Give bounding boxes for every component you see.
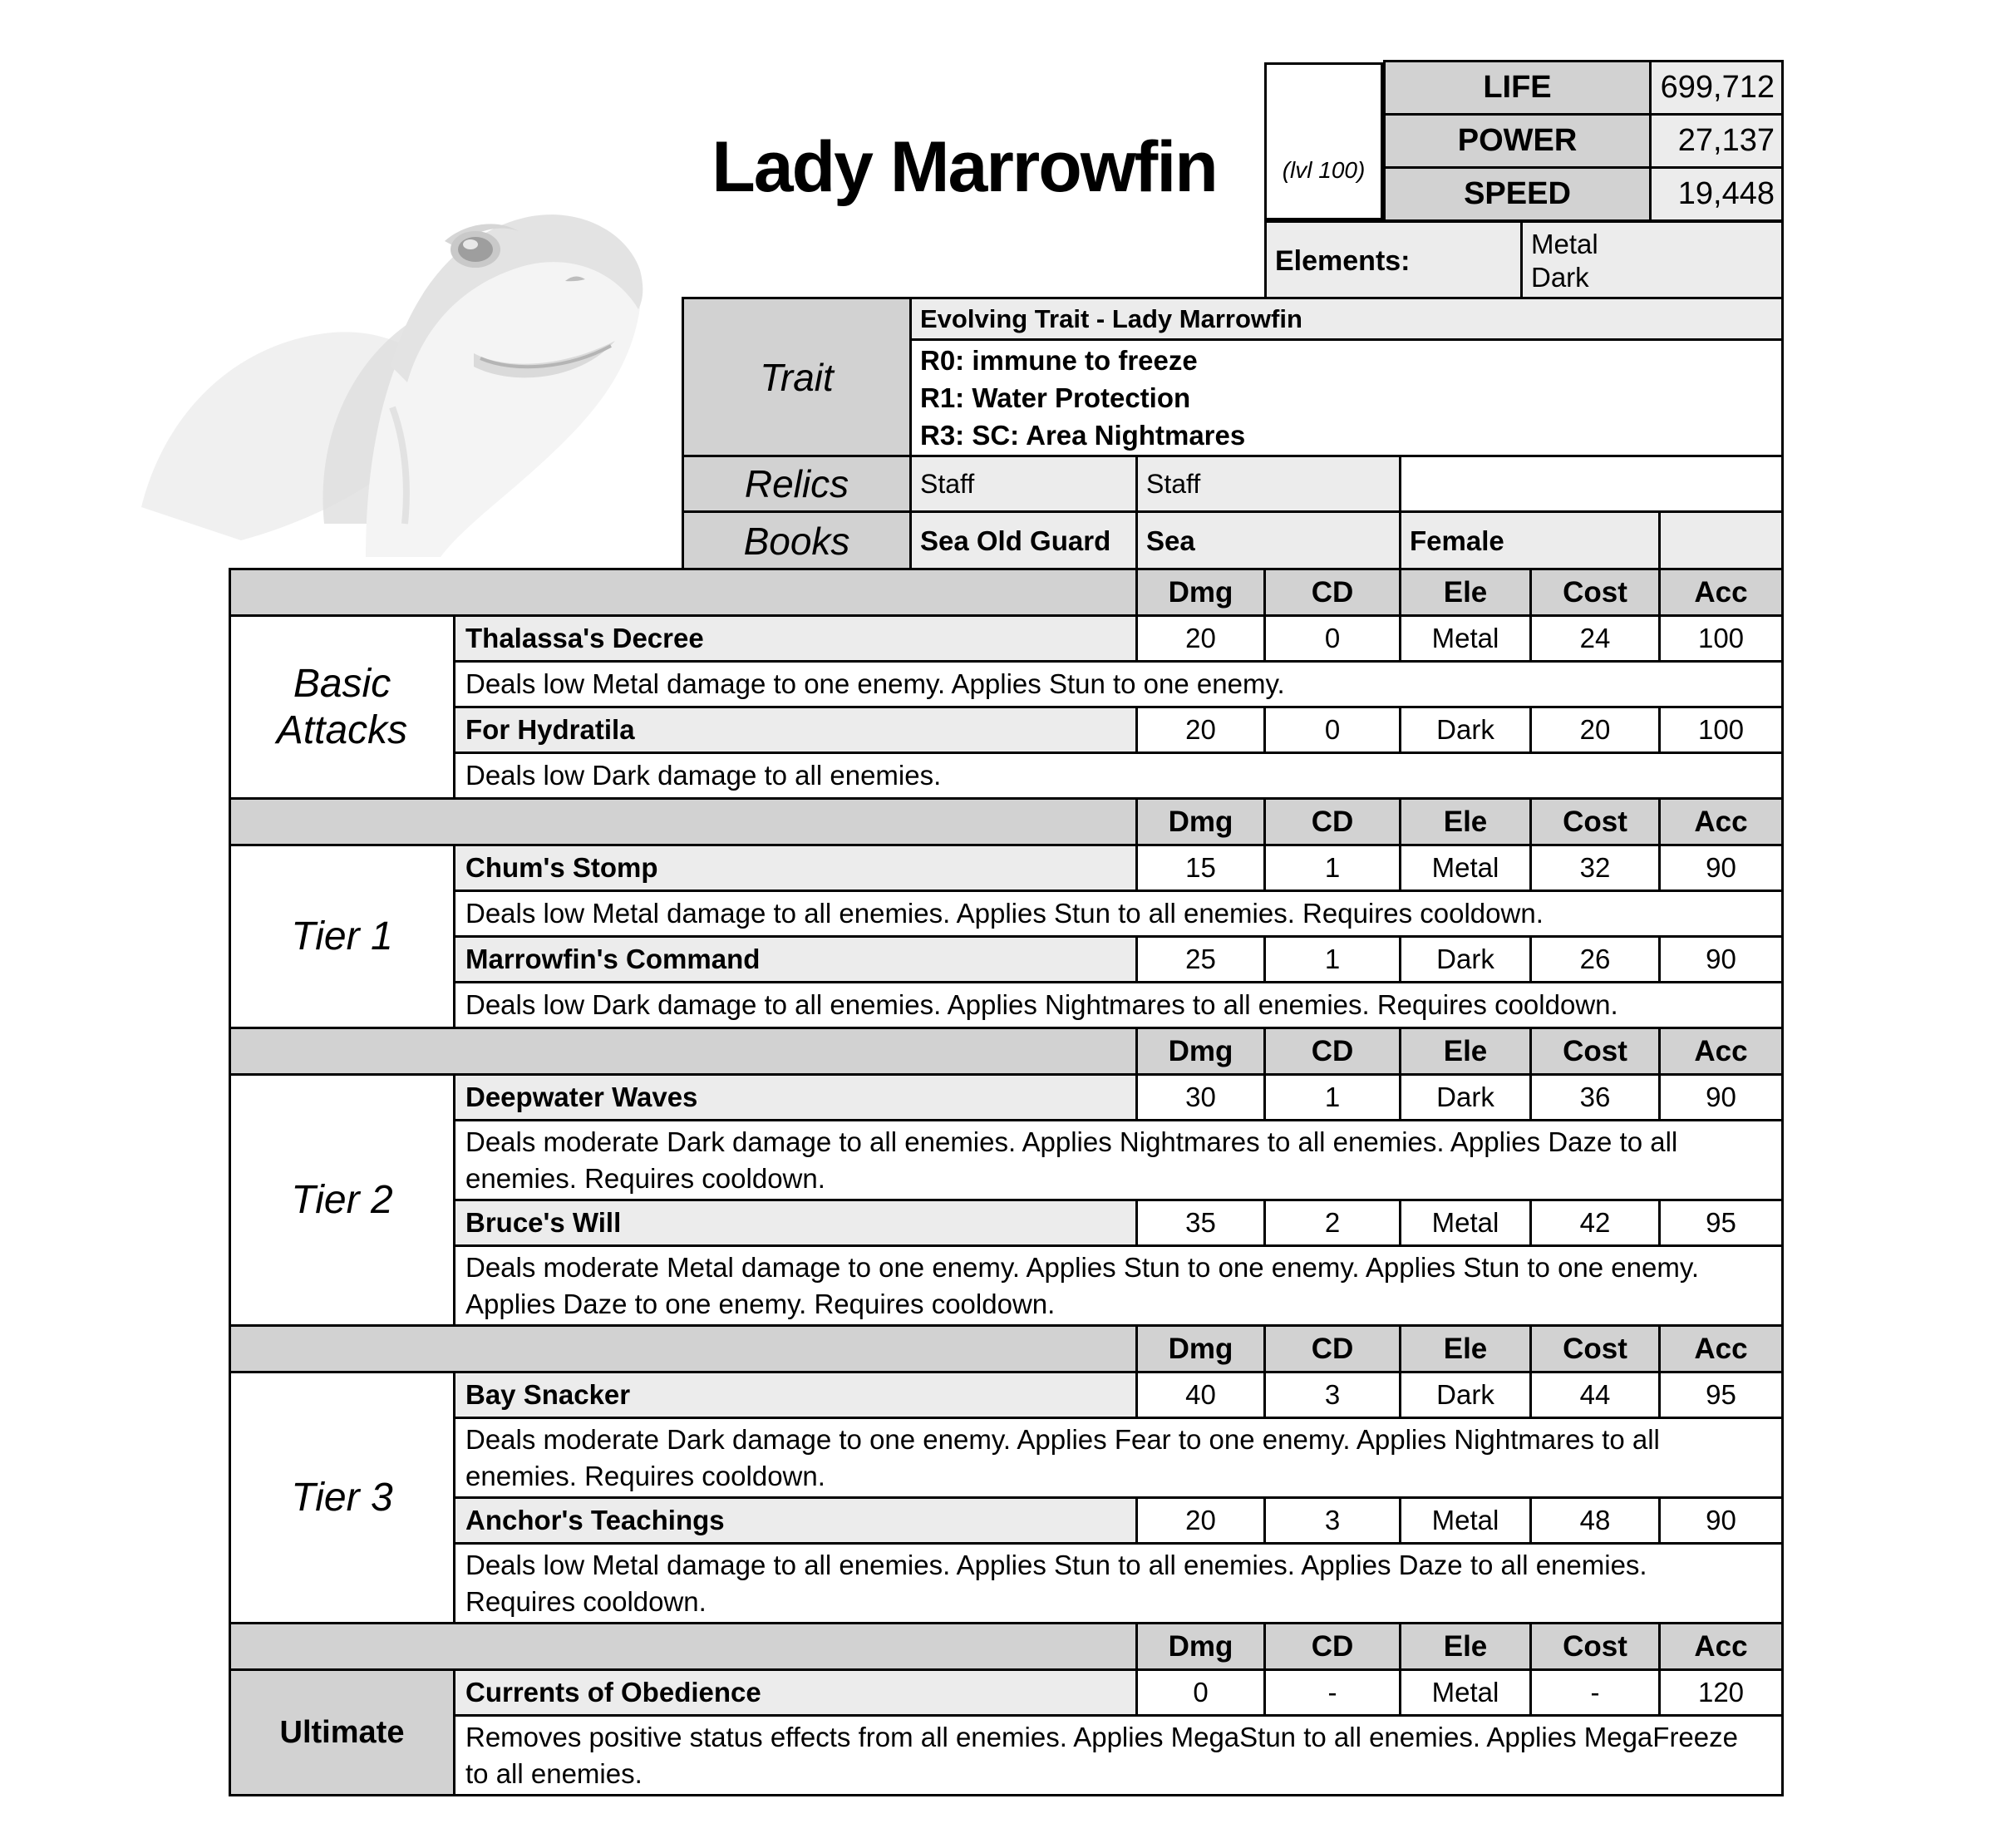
stats-table: [1383, 60, 1784, 222]
col-cost: Cost: [1531, 569, 1660, 616]
move-description-row: [230, 1418, 1783, 1498]
element-metal: Metal: [1531, 229, 1598, 259]
col-acc: Acc: [1660, 799, 1783, 845]
move-row: [230, 845, 1783, 891]
move-dmg: 30: [1137, 1075, 1265, 1121]
stat-value-speed: 19,448: [1651, 168, 1783, 221]
move-name: Chum's Stomp: [455, 845, 1137, 891]
move-cd: 1: [1265, 1075, 1401, 1121]
move-cd: 3: [1265, 1372, 1401, 1418]
move-name: Bay Snacker: [455, 1372, 1137, 1418]
col-cd: CD: [1265, 1326, 1401, 1372]
col-ele: Ele: [1401, 1624, 1531, 1670]
col-cost: Cost: [1531, 1624, 1660, 1670]
book-entry-2: Sea: [1137, 512, 1401, 570]
stat-label-power: POWER: [1385, 115, 1651, 168]
move-acc: 95: [1660, 1200, 1783, 1246]
move-row: [230, 937, 1783, 983]
col-ele: Ele: [1401, 1028, 1531, 1075]
trait-rank-0: R0: immune to freeze: [920, 345, 1198, 376]
attacks-table: [229, 568, 1784, 1796]
stat-row-power: [1385, 115, 1783, 168]
move-description: Deals low Metal damage to all enemies. Applies Stun to all enemies. Requires cooldown.: [455, 891, 1783, 937]
move-ele: Dark: [1401, 937, 1531, 983]
move-acc: 90: [1660, 1075, 1783, 1121]
book-entry-empty: [1660, 512, 1783, 570]
move-cd: -: [1265, 1670, 1401, 1716]
col-cd: CD: [1265, 799, 1401, 845]
move-description: Deals low Dark damage to all enemies.: [455, 753, 1783, 799]
stat-row-life: [1385, 62, 1783, 115]
section-label-tier2: Tier 2: [230, 1075, 455, 1326]
move-name: Thalassa's Decree: [455, 616, 1137, 662]
stat-value-life: 699,712: [1651, 62, 1783, 115]
header-spacer: [230, 1028, 1137, 1075]
move-dmg: 40: [1137, 1372, 1265, 1418]
elements-row: [1264, 220, 1784, 302]
move-description-row: [230, 1246, 1783, 1326]
move-cd: 2: [1265, 1200, 1401, 1246]
column-header-row: [230, 569, 1783, 616]
col-cost: Cost: [1531, 1028, 1660, 1075]
move-row: [230, 707, 1783, 753]
move-acc: 120: [1660, 1670, 1783, 1716]
move-acc: 100: [1660, 707, 1783, 753]
move-description: Deals moderate Dark damage to one enemy. Applies Fear to one enemy. Applies Nightmares to all enemies. Requires cooldown.: [455, 1418, 1783, 1498]
col-cd: CD: [1265, 569, 1401, 616]
column-header-row: [230, 1028, 1783, 1075]
move-description-row: [230, 1544, 1783, 1624]
books-row: [683, 512, 1783, 570]
move-cd: 0: [1265, 616, 1401, 662]
move-cd: 0: [1265, 707, 1401, 753]
move-cost: -: [1531, 1670, 1660, 1716]
relic-slot-2: Staff: [1137, 456, 1401, 512]
move-name: Marrowfin's Command: [455, 937, 1137, 983]
move-ele: Metal: [1401, 845, 1531, 891]
level-badge: [1264, 62, 1383, 220]
elements-label: Elements:: [1266, 222, 1522, 301]
move-description: Deals low Metal damage to one enemy. Applies Stun to one enemy.: [455, 662, 1783, 707]
move-name: Anchor's Teachings: [455, 1498, 1137, 1544]
move-dmg: 20: [1137, 707, 1265, 753]
move-description: Deals moderate Dark damage to all enemies. Applies Nightmares to all enemies. Applies Daze to all enemies. Requires cooldown.: [455, 1121, 1783, 1200]
move-cost: 24: [1531, 616, 1660, 662]
move-name: Deepwater Waves: [455, 1075, 1137, 1121]
header-spacer: [230, 1624, 1137, 1670]
col-ele: Ele: [1401, 1326, 1531, 1372]
move-description-row: [230, 1121, 1783, 1200]
move-row: [230, 1200, 1783, 1246]
move-description: Deals moderate Metal damage to one enemy. Applies Stun to one enemy. Applies Stun to one enemy. Applies Daze to one enemy. Requires cooldown.: [455, 1246, 1783, 1326]
move-description-row: [230, 891, 1783, 937]
books-row-label: Books: [683, 512, 911, 570]
move-description: Deals low Metal damage to all enemies. Applies Stun to all enemies. Applies Daze to all enemies. Requires cooldown.: [455, 1544, 1783, 1624]
move-name: For Hydratila: [455, 707, 1137, 753]
move-acc: 100: [1660, 616, 1783, 662]
trait-row-label: Trait: [683, 298, 911, 456]
col-cd: CD: [1265, 1624, 1401, 1670]
col-ele: Ele: [1401, 569, 1531, 616]
header-spacer: [230, 1326, 1137, 1372]
move-dmg: 25: [1137, 937, 1265, 983]
move-dmg: 20: [1137, 616, 1265, 662]
move-cost: 36: [1531, 1075, 1660, 1121]
move-name: Currents of Obedience: [455, 1670, 1137, 1716]
relic-slot-1: Staff: [911, 456, 1137, 512]
move-name: Bruce's Will: [455, 1200, 1137, 1246]
trait-rank-2: R3: SC: Area Nightmares: [920, 420, 1246, 451]
trait-table: [682, 297, 1784, 571]
move-cost: 26: [1531, 937, 1660, 983]
move-cd: 1: [1265, 845, 1401, 891]
move-ele: Metal: [1401, 1498, 1531, 1544]
move-ele: Dark: [1401, 1372, 1531, 1418]
column-header-row: [230, 1326, 1783, 1372]
move-ele: Dark: [1401, 1075, 1531, 1121]
move-ele: Metal: [1401, 1200, 1531, 1246]
move-row: [230, 1075, 1783, 1121]
move-ele: Metal: [1401, 1670, 1531, 1716]
move-acc: 90: [1660, 845, 1783, 891]
col-dmg: Dmg: [1137, 1028, 1265, 1075]
move-cd: 1: [1265, 937, 1401, 983]
move-dmg: 35: [1137, 1200, 1265, 1246]
header-spacer: [230, 799, 1137, 845]
move-dmg: 15: [1137, 845, 1265, 891]
move-row: [230, 1670, 1783, 1716]
col-dmg: Dmg: [1137, 569, 1265, 616]
move-description-row: [230, 662, 1783, 707]
move-dmg: 20: [1137, 1498, 1265, 1544]
section-label-tier3: Tier 3: [230, 1372, 455, 1624]
move-dmg: 0: [1137, 1670, 1265, 1716]
stat-label-life: LIFE: [1385, 62, 1651, 115]
col-cost: Cost: [1531, 1326, 1660, 1372]
relic-slot-empty: [1401, 456, 1783, 512]
move-description-row: [230, 753, 1783, 799]
element-dark: Dark: [1531, 262, 1589, 293]
move-acc: 90: [1660, 1498, 1783, 1544]
col-ele: Ele: [1401, 799, 1531, 845]
move-description: Deals low Dark damage to all enemies. Applies Nightmares to all enemies. Requires cooldown.: [455, 983, 1783, 1028]
col-acc: Acc: [1660, 1624, 1783, 1670]
section-label-basic: Basic Attacks: [230, 616, 455, 799]
section-label-tier1: Tier 1: [230, 845, 455, 1028]
book-entry-3: Female: [1401, 512, 1660, 570]
move-row: [230, 616, 1783, 662]
col-cost: Cost: [1531, 799, 1660, 845]
move-row: [230, 1498, 1783, 1544]
col-acc: Acc: [1660, 569, 1783, 616]
column-header-row: [230, 799, 1783, 845]
shark-head-illustration-icon: [116, 91, 648, 557]
move-description-row: [230, 983, 1783, 1028]
relics-row-label: Relics: [683, 456, 911, 512]
move-cost: 20: [1531, 707, 1660, 753]
move-cost: 32: [1531, 845, 1660, 891]
move-acc: 95: [1660, 1372, 1783, 1418]
trait-header: Evolving Trait - Lady Marrowfin: [911, 298, 1783, 340]
level-text: (lvl 100): [1282, 157, 1366, 183]
elements-value: [1522, 222, 1783, 301]
move-ele: Metal: [1401, 616, 1531, 662]
col-dmg: Dmg: [1137, 799, 1265, 845]
page-title: Lady Marrowfin: [711, 127, 1217, 207]
col-acc: Acc: [1660, 1326, 1783, 1372]
move-description: Removes positive status effects from all enemies. Applies MegaStun to all enemies. Applies MegaFreeze to all enemies.: [455, 1716, 1783, 1796]
section-label-ultimate: Ultimate: [230, 1670, 455, 1796]
stat-value-power: 27,137: [1651, 115, 1783, 168]
move-cd: 3: [1265, 1498, 1401, 1544]
relics-row: [683, 456, 1783, 512]
header-spacer: [230, 569, 1137, 616]
move-acc: 90: [1660, 937, 1783, 983]
move-cost: 42: [1531, 1200, 1660, 1246]
col-cd: CD: [1265, 1028, 1401, 1075]
col-dmg: Dmg: [1137, 1624, 1265, 1670]
trait-ranks: [911, 340, 1783, 456]
move-description-row: [230, 1716, 1783, 1796]
col-acc: Acc: [1660, 1028, 1783, 1075]
stat-label-speed: SPEED: [1385, 168, 1651, 221]
col-dmg: Dmg: [1137, 1326, 1265, 1372]
move-cost: 48: [1531, 1498, 1660, 1544]
move-cost: 44: [1531, 1372, 1660, 1418]
move-ele: Dark: [1401, 707, 1531, 753]
trait-rank-1: R1: Water Protection: [920, 382, 1191, 413]
column-header-row: [230, 1624, 1783, 1670]
book-entry-1: Sea Old Guard: [911, 512, 1137, 570]
stat-row-speed: [1385, 168, 1783, 221]
move-row: [230, 1372, 1783, 1418]
